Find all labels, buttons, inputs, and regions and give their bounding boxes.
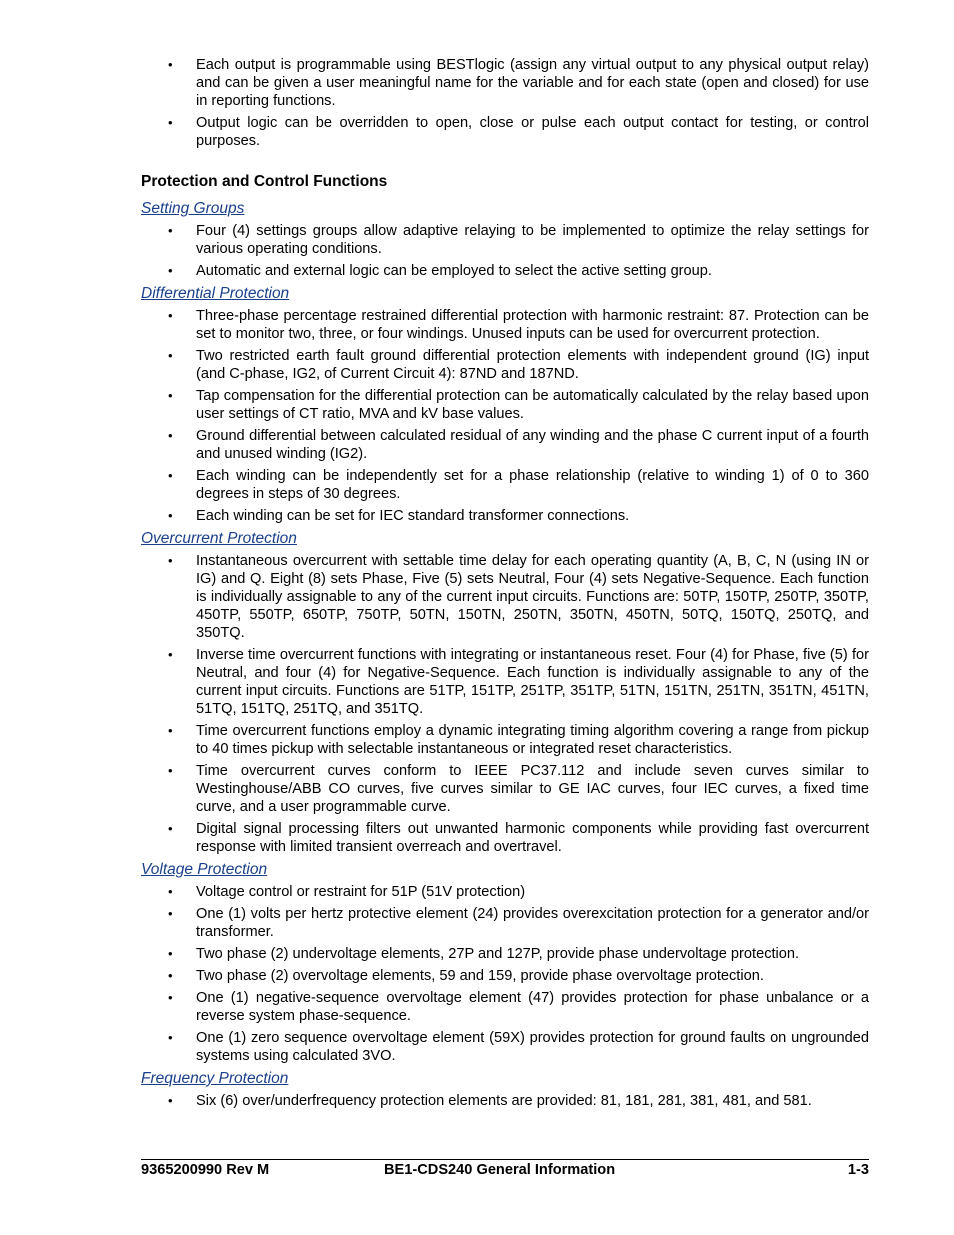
list-item: • Three-phase percentage restrained differential protection with harmonic restraint: 87. Protection can be set to monitor two, three, or four windings. Unused inputs can be used for overcurrent protection. [168,308,869,342]
list-item: • Each output is programmable using BESTlogic (assign any virtual output to any physical output relay) and can be given a user meaningful name for the variable and for each state (open and closed) for use in reporting functions. [168,57,869,109]
bullet-icon: • [168,821,173,836]
footer-doc-number: 9365200990 Rev M [141,1162,270,1178]
page-footer [141,1159,869,1178]
voltage-protection-list [141,883,869,1065]
list-item: • One (1) zero sequence overvoltage element (59X) provides protection for ground faults on ungrounded systems using calculated 3VO. [168,1030,869,1064]
subheading-setting-groups: Setting Groups [141,200,245,217]
list-item: • Voltage control or restraint for 51P (51V protection) [168,884,526,900]
list-item: • Two phase (2) overvoltage elements, 59 and 159, provide phase overvoltage protection. [168,968,764,984]
overcurrent-protection-list [141,552,869,856]
intro-bullet-list [141,56,869,150]
list-item: • Output logic can be overridden to open, close or pulse each output contact for testing, or control purposes. [168,115,869,149]
list-item: • Ground differential between calculated residual of any winding and the phase C current input of a fourth and unused winding (IG2). [168,428,869,462]
list-item: • Time overcurrent functions employ a dynamic integrating timing algorithm covering a range from pickup to 40 times pickup with selectable instantaneous or integrated reset characteristics. [168,723,869,757]
list-item: • Each winding can be independently set for a phase relationship (relative to winding 1) of 0 to 360 degrees in steps of 30 degrees. [168,468,869,502]
bullet-icon: • [168,223,173,238]
bullet-icon: • [168,968,173,983]
setting-groups-list [141,222,869,280]
list-item: • One (1) volts per hertz protective element (24) provides overexcitation protection for a generator and/or transformer. [168,906,869,940]
subheading-overcurrent-protection: Overcurrent Protection [141,530,297,547]
bullet-icon: • [168,115,173,130]
list-item: • One (1) negative-sequence overvoltage element (47) provides protection for phase unbalance or a reverse system phase-sequence. [168,990,869,1024]
bullet-icon: • [168,553,173,568]
bullet-icon: • [168,723,173,738]
differential-protection-list [141,307,869,525]
bullet-icon: • [168,1093,173,1108]
bullet-icon: • [168,348,173,363]
subheading-voltage-protection: Voltage Protection [141,861,268,878]
bullet-icon: • [168,468,173,483]
list-item: • Time overcurrent curves conform to IEEE PC37.112 and include seven curves similar to Westinghouse/ABB CO curves, five curves similar to GE IAC curves, four IEC curves, a fixed time curve, and a user programmable curve. [168,763,869,815]
list-item: • Two phase (2) undervoltage elements, 27P and 127P, provide phase undervoltage protection. [168,946,800,962]
bullet-icon: • [168,428,173,443]
subheading-frequency-protection: Frequency Protection [141,1070,289,1087]
document-page [141,56,869,1114]
bullet-icon: • [168,263,173,278]
bullet-icon: • [168,57,173,72]
bullet-icon: • [168,647,173,662]
frequency-protection-list [141,1092,869,1110]
list-item: • Inverse time overcurrent functions with integrating or instantaneous reset. Four (4) for Phase, five (5) for Neutral, and four (4) for Negative-Sequence. Each function is individually assignable to any of the current input circuits. Functions are 51TP, 151TP, 251TP, 351TP, 51TN, 151TN, 251TN, 351TN, 451TN, 51TQ, 151TQ, 251TQ, and 351TQ. [168,647,869,717]
footer-page-number: 1-3 [847,1162,869,1178]
list-item: • Digital signal processing filters out unwanted harmonic components while providing fast overcurrent response with limited transient overreach and overtravel. [168,821,869,855]
list-item: • Tap compensation for the differential protection can be automatically calculated by the relay based upon user settings of CT ratio, MVA and kV base values. [168,388,869,422]
list-item: • Automatic and external logic can be employed to select the active setting group. [168,263,712,279]
list-item: • Two restricted earth fault ground differential protection elements with independent ground (IG) input (and C-phase, IG2, of Current Circuit 4): 87ND and 187ND. [168,348,869,382]
bullet-icon: • [168,990,173,1005]
bullet-icon: • [168,1030,173,1045]
bullet-icon: • [168,508,173,523]
list-item: • Instantaneous overcurrent with settable time delay for each operating quantity (A, B, C, N (using IN or IG) and Q. Eight (8) sets Phase, Five (5) sets Neutral, Four (4) sets Negative-Sequence. Each function is individually assignable to any of the current input circuits. Functions are: 50TP, 150TP, 250TP, 350TP, 450TP, 550TP, 650TP, 750TP, 50TN, 150TN, 250TN, 350TN, 450TN, 50TQ, 150TQ, 250TQ, and 350TQ. [168,553,869,641]
section-heading: Protection and Control Functions [141,173,388,190]
bullet-icon: • [168,388,173,403]
list-item: • Four (4) settings groups allow adaptive relaying to be implemented to optimize the relay settings for various operating conditions. [168,223,869,257]
bullet-icon: • [168,946,173,961]
bullet-icon: • [168,308,173,323]
list-item: • Each winding can be set for IEC standard transformer connections. [168,508,630,524]
subheading-differential-protection: Differential Protection [141,285,290,302]
footer-doc-title: BE1-CDS240 General Information [384,1162,616,1178]
bullet-icon: • [168,763,173,778]
bullet-icon: • [168,906,173,921]
list-item: • Six (6) over/underfrequency protection elements are provided: 81, 181, 281, 381, 481, and 581. [168,1093,812,1109]
bullet-icon: • [168,884,173,899]
